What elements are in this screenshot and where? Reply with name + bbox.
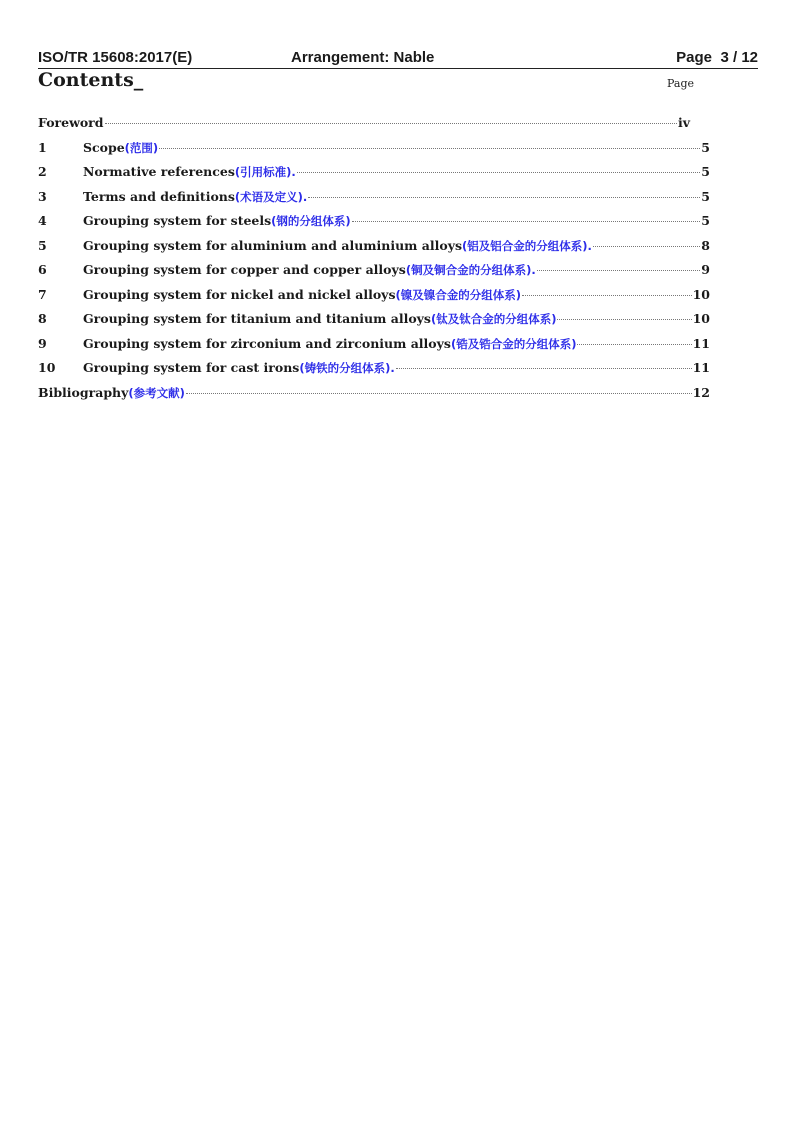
toc-entry-title: Bibliography [38, 384, 129, 400]
toc-entry-title: Grouping system for aluminium and aluminium alloys [83, 237, 462, 253]
toc-entry-title: Terms and definitions [83, 188, 235, 204]
toc-entry-10[interactable] [38, 360, 710, 385]
toc-entry-page: 5 [701, 213, 710, 228]
toc-entry-page: iv [677, 115, 690, 130]
dot-leader [522, 295, 692, 296]
toc-entry-bibliography[interactable] [38, 385, 710, 410]
toc-entry-title: Scope [83, 139, 125, 155]
toc-entry-chinese: (锆及锆合金的分组体系) [450, 336, 577, 351]
toc-entry-title: Normative references [83, 164, 235, 179]
toc-entry-chinese: (铝及铝合金的分组体系). [462, 238, 592, 253]
dot-leader [396, 368, 692, 369]
toc-entry-7[interactable] [38, 287, 710, 312]
toc-entry-chinese: (铸铁的分组体系). [299, 361, 395, 375]
toc-entry-title: Grouping system for nickel and nickel alloys [83, 286, 396, 302]
toc-entry-title: Grouping system for steels [83, 213, 272, 228]
page-word: Page [676, 49, 712, 66]
toc-entry-4[interactable] [38, 213, 710, 238]
toc-entry-title: Grouping system for copper and copper alloys [83, 262, 406, 277]
toc-entry-chinese: (镍及镍合金的分组体系) [395, 287, 522, 302]
table-of-contents [38, 115, 710, 409]
toc-entry-8[interactable] [38, 311, 710, 336]
toc-entry-page: 10 [692, 311, 710, 326]
toc-entry-chinese: (术语及定义). [234, 189, 308, 204]
contents-title: Contents_ [38, 69, 144, 91]
toc-entry-page: 8 [701, 237, 710, 253]
arrangement-label: Arrangement: Nable [291, 49, 435, 66]
toc-entry-chinese: (铜及铜合金的分组体系). [405, 263, 536, 277]
toc-entry-chinese: (范围) [124, 140, 159, 155]
toc-entry-9[interactable] [38, 336, 710, 361]
toc-entry-page: 5 [701, 188, 710, 204]
toc-entry-number: 3 [38, 188, 47, 204]
toc-entry-page: 12 [692, 384, 710, 400]
toc-entry-title: Foreword [38, 115, 104, 130]
toc-entry-number: 9 [38, 335, 47, 351]
toc-entry-title: Grouping system for titanium and titanium alloys [83, 311, 431, 326]
page-number: 3 / 12 [720, 49, 758, 66]
toc-entry-chinese: (引用标准). [234, 165, 296, 179]
dot-leader [352, 221, 701, 222]
toc-entry-chinese: (钛及钛合金的分组体系) [430, 312, 557, 326]
toc-entry-number: 1 [38, 139, 47, 155]
toc-entry-chinese: (钢的分组体系) [271, 214, 351, 228]
dot-leader [537, 270, 701, 271]
page-column-label: Page [667, 77, 695, 90]
dot-leader [297, 172, 701, 173]
toc-entry-1[interactable] [38, 140, 710, 165]
toc-entry-3[interactable] [38, 189, 710, 214]
toc-entry-number: 10 [38, 360, 56, 375]
dot-leader [159, 148, 700, 149]
toc-entry-number: 4 [38, 213, 47, 228]
toc-entry-title: Grouping system for cast irons [83, 360, 300, 375]
dot-leader [557, 319, 691, 320]
toc-entry-page: 11 [692, 360, 710, 375]
toc-entry-number: 2 [38, 164, 47, 179]
toc-entry-number: 7 [38, 286, 47, 302]
toc-entry-page: 5 [701, 164, 710, 179]
toc-entry-5[interactable] [38, 238, 710, 263]
dot-leader [186, 393, 692, 394]
toc-entry-page: 11 [692, 335, 710, 351]
dot-leader [308, 197, 700, 198]
toc-entry-page: 9 [701, 262, 710, 277]
dot-leader [593, 246, 700, 247]
toc-entry-page: 10 [692, 286, 710, 302]
toc-entry-chinese: (参考文献) [128, 385, 185, 400]
toc-entry-6[interactable] [38, 262, 710, 287]
toc-entry-foreword[interactable] [38, 115, 690, 140]
dot-leader [577, 344, 691, 345]
document-id: ISO/TR 15608:2017(E) [38, 49, 193, 66]
toc-entry-title: Grouping system for zirconium and zirconium alloys [83, 335, 451, 351]
page-header [38, 48, 758, 69]
dot-leader [105, 123, 677, 124]
toc-entry-number: 6 [38, 262, 47, 277]
toc-entry-2[interactable] [38, 164, 710, 189]
toc-entry-number: 5 [38, 237, 47, 253]
toc-entry-page: 5 [701, 139, 710, 155]
toc-entry-number: 8 [38, 311, 47, 326]
